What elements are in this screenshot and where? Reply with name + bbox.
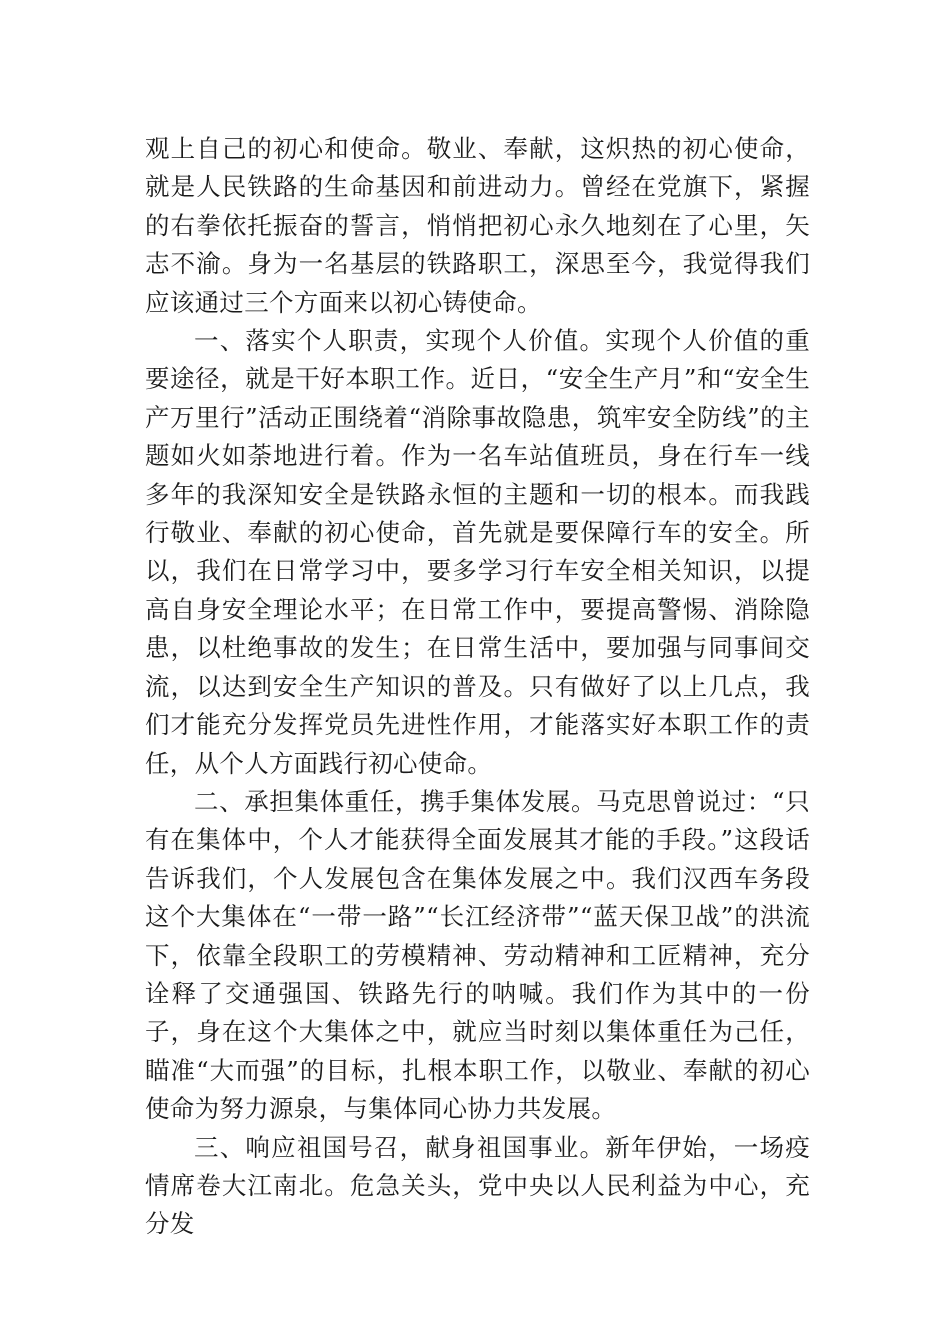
paragraph-continuation: 观上自己的初心和使命。敬业、奉献，这炽热的初心使命，就是人民铁路的生命基因和前进动力。曾经在党旗下，紧握的右拳依托振奋的誓言，悄悄把初心永久地刻在了心里，矢志不渝。身为一名基层的铁路职工，深思至今，我觉得我们应该通过三个方面来以初心铸使命。	[145, 134, 810, 317]
paragraph-collective-duty: 二、承担集体重任，携手集体发展。马克思曾说过：“只有在集体中，个人才能获得全面发展其才能的手段。”这段话告诉我们，个人发展包含在集体发展之中。我们汉西车务段这个大集体在“一带一路”“长江经济带”“蓝天保卫战”的洪流下，依靠全段职工的劳模精神、劳动精神和工匠精神，充分诠释了交通强国、铁路先行的呐喊。我们作为其中的一份子，身在这个大集体之中，就应当时刻以集体重任为己任，瞄准“大而强”的目标，扎根本职工作，以敬业、奉献的初心使命为努力源泉，与集体同心协力共发展。	[145, 786, 810, 1124]
paragraph-personal-duty: 一、落实个人职责，实现个人价值。实现个人价值的重要途径，就是干好本职工作。近日，“安全生产月”和“安全生产万里行”活动正围绕着“消除事故隐患，筑牢安全防线”的主题如火如荼地进行着。作为一名车站值班员，身在行车一线多年的我深知安全是铁路永恒的主题和一切的根本。而我践行敬业、奉献的初心使命，首先就是要保障行车的安全。所以，我们在日常学习中，要多学习行车安全相关知识，以提高自身安全理论水平；在日常工作中，要提高警惕、消除隐患，以杜绝事故的发生；在日常生活中，要加强与同事间交流，以达到安全生产知识的普及。只有做好了以上几点，我们才能充分发挥党员先进性作用，才能落实好本职工作的责任，从个人方面践行初心使命。	[145, 326, 810, 778]
body-text	[145, 130, 810, 1244]
paragraph-national-call: 三、响应祖国号召，献身祖国事业。新年伊始，一场疫情席卷大江南北。危急关头，党中央以人民利益为中心，充分发	[145, 1132, 810, 1239]
